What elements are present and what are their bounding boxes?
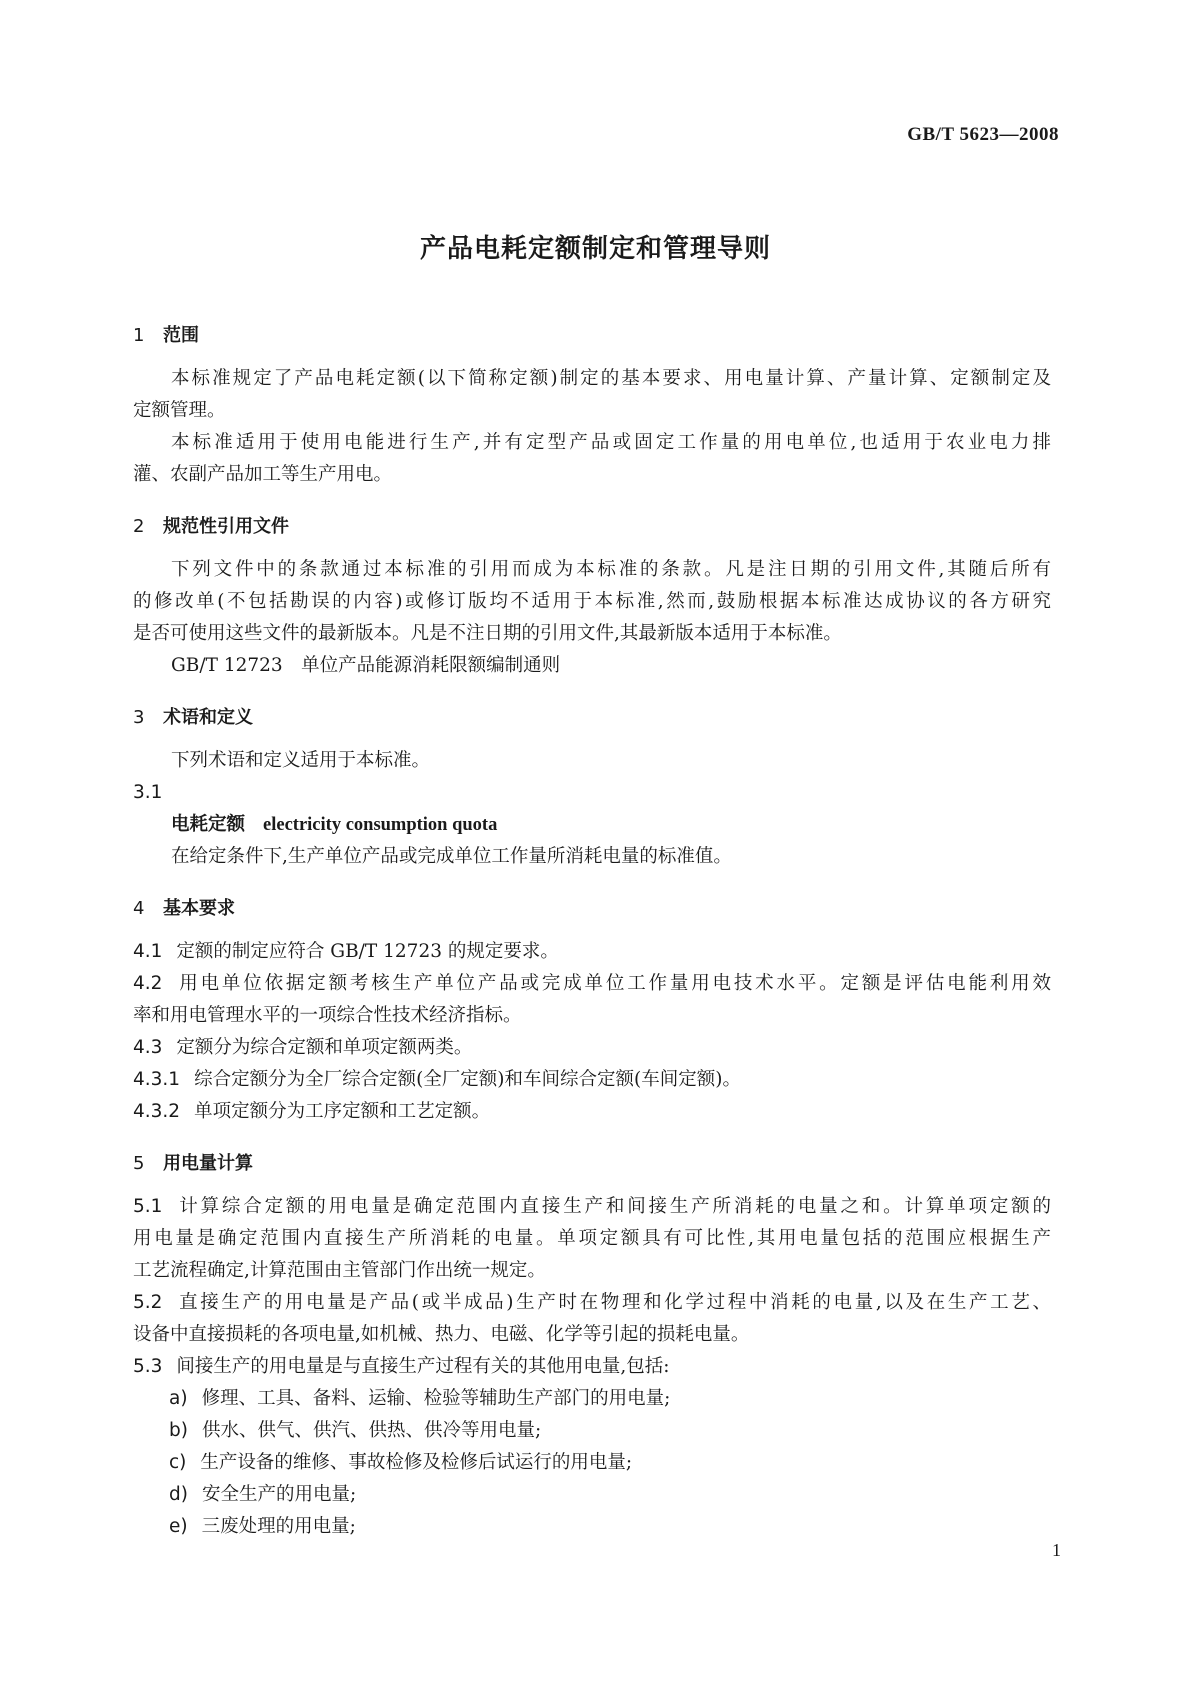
list-item	[133, 1511, 1051, 1543]
line-text: 是否可使用这些文件的最新版本。凡是不注日期的引用文件,其最新版本适用于本标准。	[133, 623, 842, 644]
paragraph-line	[133, 363, 1051, 395]
paragraph-line	[133, 395, 1051, 427]
clause-number: 4.2	[133, 973, 163, 994]
list-text: 供水、供气、供汽、供热、供冷等用电量;	[201, 1420, 542, 1441]
clause-line	[133, 1223, 1051, 1255]
clause-number: 5.2	[133, 1292, 163, 1313]
list-item	[133, 1447, 1051, 1479]
line-text: 本标准适用于使用电能进行生产,并有定型产品或固定工作量的用电单位,也适用于农业电力排	[171, 432, 1051, 453]
line-text: 的修改单(不包括勘误的内容)或修订版均不适用于本标准,然而,鼓励根据本标准达成协议的各方研究	[133, 591, 1051, 612]
list-item	[133, 1479, 1051, 1511]
clause-line	[133, 1351, 1051, 1383]
list-text: 生产设备的维修、事故检修及检修后试运行的用电量;	[200, 1452, 633, 1473]
line-text: 本标准规定了产品电耗定额(以下简称定额)制定的基本要求、用电量计算、产量计算、定额制定及	[171, 368, 1051, 389]
term-entry	[133, 809, 1051, 841]
paragraph-line	[133, 650, 1051, 682]
clause-line	[133, 1287, 1051, 1319]
standard-code: GB/T 5623—2008	[907, 124, 1059, 145]
clause-number: 3.1	[133, 782, 163, 803]
line-text: 定额分为综合定额和单项定额两类。	[176, 1037, 473, 1058]
clause-number: 4.3.2	[133, 1101, 181, 1122]
line-text: 定额的制定应符合 GB/T 12723 的规定要求。	[176, 941, 559, 962]
clause-number: 4.3	[133, 1037, 163, 1058]
section-number: 2	[133, 516, 145, 537]
line-text: 单项定额分为工序定额和工艺定额。	[194, 1101, 491, 1122]
line-text: 设备中直接损耗的各项电量,如机械、热力、电磁、化学等引起的损耗电量。	[133, 1324, 750, 1345]
list-marker: b)	[169, 1420, 188, 1441]
term-en: electricity consumption quota	[263, 815, 498, 835]
line-text: 综合定额分为全厂综合定额(全厂定额)和车间综合定额(车间定额)。	[194, 1069, 741, 1090]
list-item	[133, 1383, 1051, 1415]
line-text: GB/T 12723 单位产品能源消耗限额编制通则	[171, 655, 561, 676]
document-title: 产品电耗定额制定和管理导则	[419, 234, 771, 264]
section-heading	[133, 320, 1051, 352]
section-heading	[133, 511, 1051, 543]
line-text: 用电量是确定范围内直接生产所消耗的电量。单项定额具有可比性,其用电量包括的范围应根据生产	[133, 1228, 1051, 1249]
clause-number: 5.3	[133, 1356, 163, 1377]
paragraph-line	[133, 459, 1051, 491]
document-body	[133, 320, 1051, 1543]
section-title: 术语和定义	[163, 707, 253, 728]
clause-line	[133, 777, 1051, 809]
section-title: 范围	[163, 325, 199, 346]
term-zh: 电耗定额	[171, 814, 246, 835]
section-number: 4	[133, 898, 145, 919]
clause-line	[133, 1032, 1051, 1064]
list-item	[133, 1415, 1051, 1447]
section-heading	[133, 893, 1051, 925]
paragraph-line	[133, 554, 1051, 586]
list-marker: a)	[169, 1388, 188, 1409]
line-text: 直接生产的用电量是产品(或半成品)生产时在物理和化学过程中消耗的电量,以及在生产工艺、	[176, 1292, 1051, 1313]
line-text: 下列文件中的条款通过本标准的引用而成为本标准的条款。凡是注日期的引用文件,其随后所有	[171, 559, 1051, 580]
list-text: 修理、工具、备料、运输、检验等辅助生产部门的用电量;	[201, 1388, 671, 1409]
page-number: 1	[1052, 1540, 1061, 1560]
line-text: 灌、农副产品加工等生产用电。	[133, 464, 393, 485]
section-title: 用电量计算	[163, 1153, 253, 1174]
line-text: 工艺流程确定,计算范围由主管部门作出统一规定。	[133, 1260, 546, 1281]
section-heading	[133, 1148, 1051, 1180]
clause-number: 4.3.1	[133, 1069, 181, 1090]
clause-line	[133, 1064, 1051, 1096]
list-marker: d)	[169, 1484, 188, 1505]
clause-number: 4.1	[133, 941, 163, 962]
section-number: 3	[133, 707, 145, 728]
paragraph-line	[133, 841, 1051, 873]
section-title: 基本要求	[163, 898, 235, 919]
section-heading	[133, 702, 1051, 734]
clause-line	[133, 1191, 1051, 1223]
line-text: 率和用电管理水平的一项综合性技术经济指标。	[133, 1005, 522, 1026]
list-marker: c)	[169, 1452, 187, 1473]
paragraph-line	[133, 427, 1051, 459]
section-number: 1	[133, 325, 145, 346]
clause-line	[133, 968, 1051, 1000]
line-text: 下列术语和定义适用于本标准。	[171, 750, 431, 771]
line-text: 定额管理。	[133, 400, 226, 421]
line-text: 间接生产的用电量是与直接生产过程有关的其他用电量,包括:	[176, 1356, 670, 1377]
paragraph-line	[133, 745, 1051, 777]
paragraph-line	[133, 618, 1051, 650]
clause-line	[133, 1255, 1051, 1287]
line-text: 计算综合定额的用电量是确定范围内直接生产和间接生产所消耗的电量之和。计算单项定额的	[176, 1196, 1051, 1217]
paragraph-line	[133, 586, 1051, 618]
line-text: 用电单位依据定额考核生产单位产品或完成单位工作量用电技术水平。定额是评估电能利用效	[176, 973, 1051, 994]
clause-line	[133, 1319, 1051, 1351]
clause-number: 5.1	[133, 1196, 163, 1217]
section-number: 5	[133, 1153, 145, 1174]
clause-line	[133, 1000, 1051, 1032]
list-marker: e)	[169, 1516, 188, 1537]
clause-line	[133, 1096, 1051, 1128]
section-title: 规范性引用文件	[163, 516, 289, 537]
list-text: 三废处理的用电量;	[201, 1516, 356, 1537]
line-text: 在给定条件下,生产单位产品或完成单位工作量所消耗电量的标准值。	[171, 846, 732, 867]
clause-line	[133, 936, 1051, 968]
list-text: 安全生产的用电量;	[201, 1484, 357, 1505]
